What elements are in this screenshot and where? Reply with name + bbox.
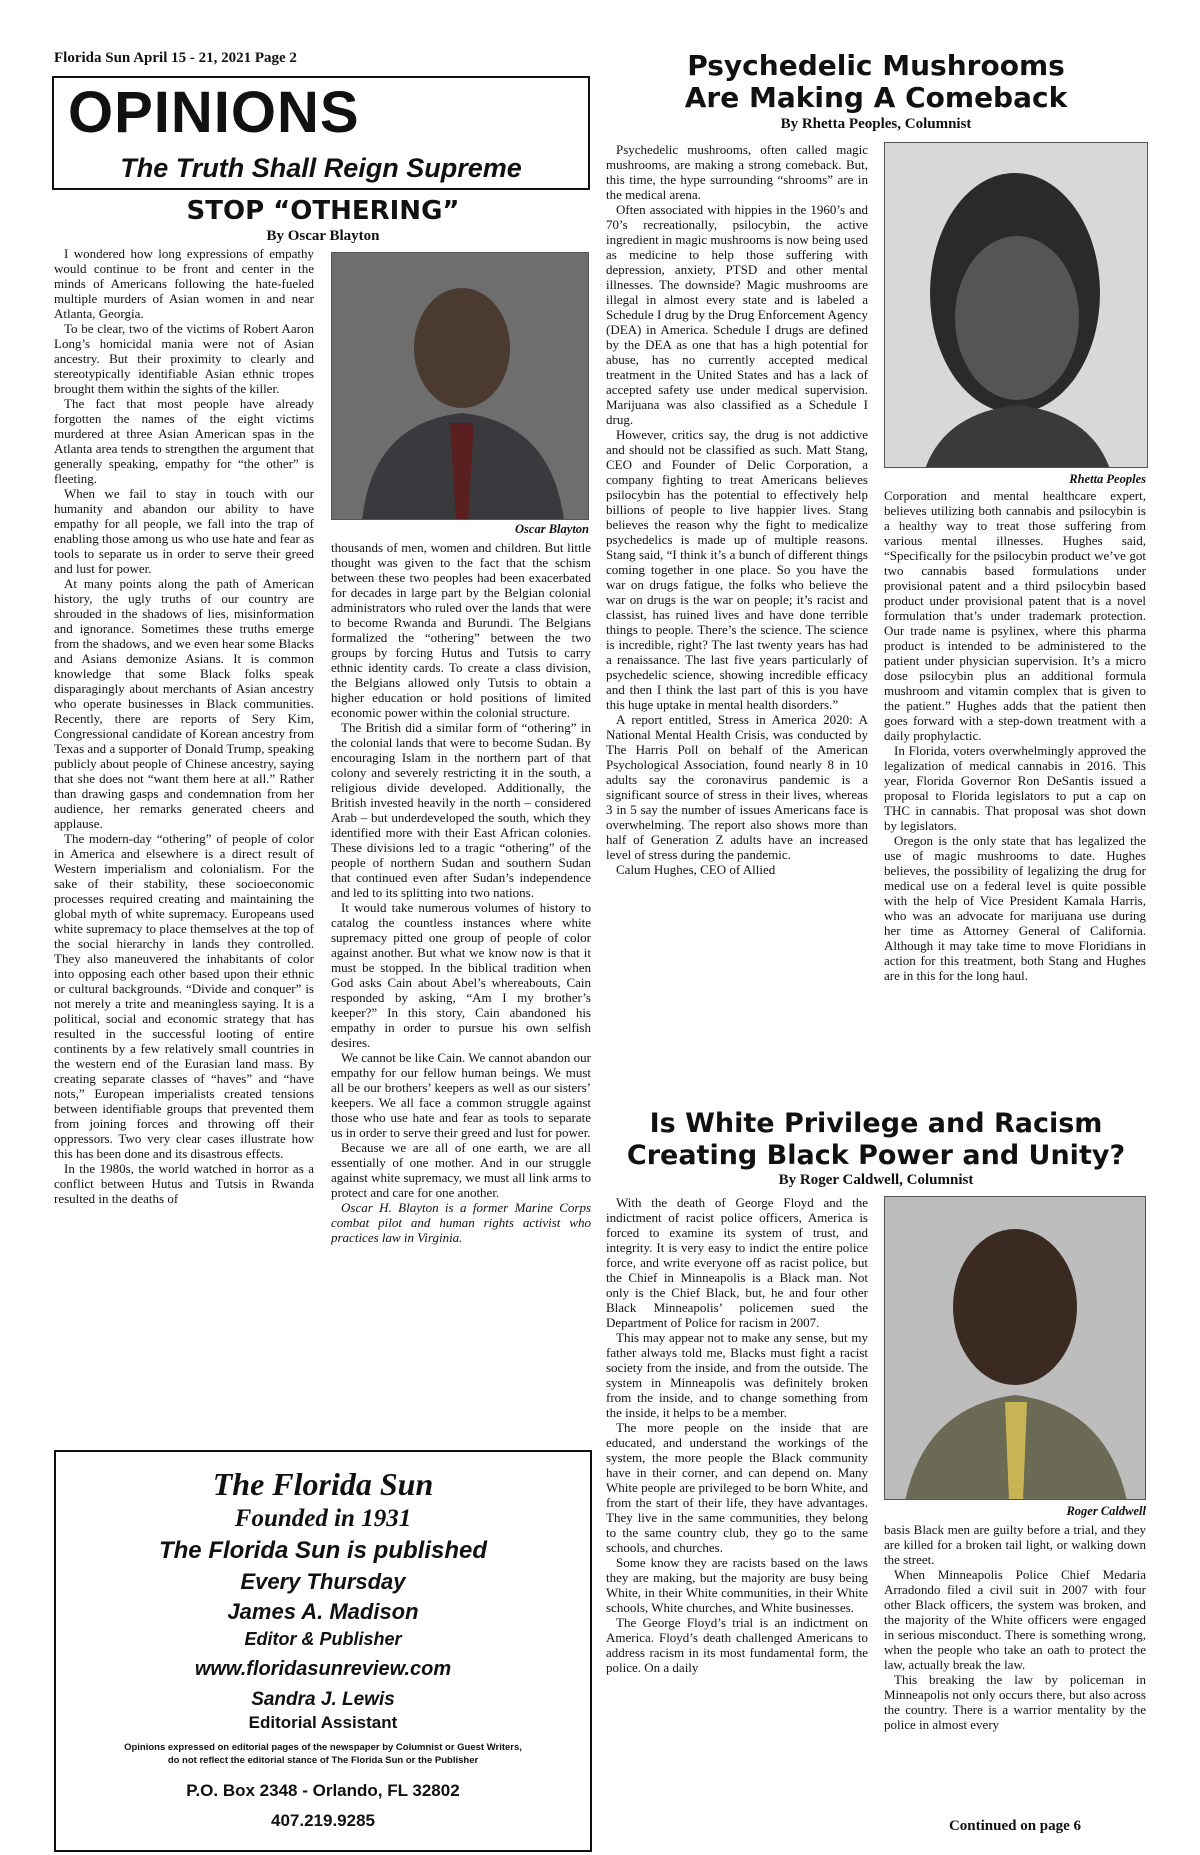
paragraph: Calum Hughes, CEO of Allied: [616, 862, 776, 877]
paragraph: The more people on the inside that are educated, and understand the workings of the system, the more people the Black community have in their corner, and can depend on. Many White people are privileged to be born White, and from the start of their life, they have advantages. They live in the same communities, they belong to the same country club, they go to the same schools, and churches.: [606, 1420, 868, 1555]
paragraph: In Florida, voters overwhelmingly approved the legalization of medical cannabis in 2016. This year, Florida Governor Ron DeSantis issued a proposal to Florida legislators to put a cap on THC in cannabis. That proposal was shot down by legislators.: [884, 743, 1146, 833]
article2-byline: By Rhetta Peoples, Columnist: [780, 116, 972, 132]
article2-headline: [606, 50, 1146, 114]
paragraph: The fact that most people have already forgotten the names of the eight victims murdered at three Asian American spas in the Atlanta area tends to strengthen the argument that generally speaking, empathy for “the other” is fleeting.: [54, 396, 314, 486]
article1-headline: STOP “OTHERING”: [186, 196, 460, 226]
paragraph: With the death of George Floyd and the indictment of racist police officers, America is forced to examine its system of trust, and integrity. It is very easy to indict the entire police force, and write everyone off as racist police, but the Chief in Minneapolis is a Black man. Not only is the Chief Black, but, he and four other Black Minneapolis’ policemen sued the Department of Police for racism in 2007.: [606, 1195, 868, 1330]
article2-column-1: [606, 142, 868, 1106]
article1-byline: By Oscar Blayton: [266, 228, 380, 244]
opinions-banner: [52, 76, 590, 190]
rhetta-peoples-caption: Rhetta Peoples: [1069, 472, 1146, 486]
paragraph: When Minneapolis Police Chief Medaria Arradondo filed a civil suit in 2007 with four other Black officers, the system was broken, and the majority of the White officers were engaged in serious misconduct. There is something wrong, when the people who take an oath to protect the law, actually break the law.: [884, 1567, 1146, 1672]
paragraph: Corporation and mental healthcare expert, believes utilizing both cannabis and psilocybin is a healthy way to treat those suffering from various mental illnesses. Hughes said, “Specifically for the psilocybin product we’ve got two cannabis based formulations under provisional patent and a third psilocybin based product under provisional patent that is a novel formulation that’s under trademark protection. Our trade name is psylinex, where this pharma product is intended to be administered to the patient under physician supervision. It’s a micro dose psilocybin plus an additional formula mushroom and vitamin complex that is given to the patient.” Hughes adds that the patient then goes forward with a step-down treatment with a daily prophylactic.: [884, 488, 1146, 743]
masthead-assistant-title: Editorial Assistant: [248, 1713, 398, 1732]
masthead-website[interactable]: www.floridasunreview.com: [194, 1658, 452, 1680]
article2-column-2: [884, 488, 1146, 1106]
paragraph: Often associated with hippies in the 1960’s and 70’s recreationally, psilocybin, the active ingredient in magic mushrooms is now being used as medicine to help those suffering with depression, anxiety, PTSD and other mental illnesses. The downside? Magic mushrooms are illegal in almost every state and is labeled a Schedule I drug by the Drug Enforcement Agency (DEA) in America. Schedule I drugs are defined by the DEA as one that has a high potential for abuse, has no currently accepted medical treatment in the United States and has a lack of accepted safety use under medical supervision. Marijuana was also classified as a Schedule I drug.: [606, 202, 868, 427]
continued-on-page-6: Continued on page 6: [948, 1818, 1082, 1834]
rhetta-peoples-photo: [884, 142, 1148, 468]
article1-column-1: [54, 246, 314, 1444]
masthead-phone: 407.219.9285: [271, 1811, 375, 1830]
masthead-box: [54, 1450, 592, 1852]
article3-column-2: [884, 1522, 1146, 1818]
paragraph: This may appear not to make any sense, but my father always told me, Blacks must fight a racist society from the inside, and from the outside. The system in Minneapolis was definitely broken from the inside, and to change something from the inside, it helps to be a member.: [606, 1330, 868, 1420]
masthead-disclaimer-line1: Opinions expressed on editorial pages of the newspaper by Columnist or Guest Writers,: [124, 1742, 522, 1753]
roger-caldwell-photo: [884, 1196, 1146, 1500]
masthead-published-line2: Every Thursday: [240, 1569, 406, 1594]
oscar-blayton-caption: Oscar Blayton: [515, 522, 589, 536]
portrait-placeholder-icon: [885, 143, 1148, 468]
paragraph: Some know they are racists based on the laws they are making, but the majority are busy being White, in their White communities, in their White schools, White churches, and White businesses.: [606, 1555, 868, 1615]
masthead-editor-title: Editor & Publisher: [244, 1629, 402, 1649]
masthead-disclaimer-line2: do not reflect the editorial stance of The Florida Sun or the Publisher: [167, 1755, 479, 1766]
paragraph: The British did a similar form of “othering” in the colonial lands that were to become Sudan. By encouraging Islam in the northern part of that colony and severely restricting it in the south, a religious divide developed. Additionally, the British invested heavily in the north – considered Arab – but underdeveloped the south, which they identified more with their East African colonies. These divisions led to a tragic “othering” of the people of northern Sudan and southern Sudan that continued even after Sudan’s independence and led to its splitting into two nations.: [331, 720, 591, 900]
paragraph: When we fail to stay in touch with our humanity and abandon our ability to have empathy for all people, we fall into the trap of enabling those among us who use hate and fear as tools to separate us in order to serve their greed and lust for power.: [54, 486, 314, 576]
article1-column-2: [331, 540, 591, 1444]
masthead-title: The Florida Sun: [212, 1466, 434, 1502]
article2-headline-line1: Psychedelic Mushrooms: [687, 49, 1065, 82]
paragraph: Psychedelic mushrooms, often called magic mushrooms, are making a strong comeback. But, this time, the hype surrounding “shrooms” are in the medical arena.: [606, 142, 868, 202]
paragraph: It would take numerous volumes of history to catalog the countless instances where white supremacy pitted one group of people of color against another. But what we know now is that it must be stopped. In the biblical tradition when God asks Cain about Abel’s whereabouts, Cain responded by asking, “Am I my brother’s keeper?” In this story, Cain abandoned his empathy in order to pursue his own selfish desires.: [331, 900, 591, 1050]
masthead-assistant-name: Sandra J. Lewis: [251, 1689, 395, 1710]
opinions-tagline: The Truth Shall Reign Supreme: [120, 153, 522, 183]
masthead-founded: Founded in 1931: [234, 1505, 412, 1532]
oscar-blayton-photo: [331, 252, 589, 520]
masthead-editor-name: James A. Madison: [227, 1599, 419, 1624]
roger-caldwell-caption: Roger Caldwell: [1066, 1504, 1146, 1518]
paragraph: The modern-day “othering” of people of color in America and elsewhere is a direct result of Western imperialism and colonialism. For the sake of their stability, these socioeconomic processes required creating and maintaining the global myth of white supremacy. Europeans used white supremacy to place themselves at the top of the social hierarchy in lands they controlled. They also maneuvered the inhabitants of color into opposing each other based upon their ethnic or cultural backgrounds. “Divide and conquer” is not merely a trite and meaningless saying. It is a political, social and economic strategy that has resulted in the successful looting of entire continents by a few relatively small countries in the western end of the Eurasian land mass. By creating separate classes of “haves” and “have nots,” European imperialists created tensions between identifiable groups that prevented them from joining forces and throwing off their oppressors. Two very clear cases illustrate how this has been done and its disastrous effects.: [54, 831, 314, 1161]
paragraph: A report entitled, Stress in America 2020: A National Mental Health Crisis, was conducted by The Harris Poll on behalf of the American Psychological Association, found nearly 8 in 10 adults say the coronavirus pandemic is a significant source of stress in their lives, whereas 3 in 5 say the number of issues Americans face is overwhelming. The report also shows more than half of Generation Z adults have an increased level of stress during the pandemic.: [606, 712, 868, 862]
portrait-placeholder-icon: [885, 1197, 1146, 1500]
portrait-placeholder-icon: [332, 253, 589, 520]
paragraph: We cannot be like Cain. We cannot abandon our empathy for our fellow human beings. We must all be our brothers’ keepers as well as our sisters’ keepers. We all face a common struggle against those who use hate and fear as tools to separate us in order to serve their greed and lust for power.: [331, 1050, 591, 1140]
article3-headline-line2: Creating Black Power and Unity?: [626, 1140, 1126, 1171]
page-folio: Florida Sun April 15 - 21, 2021 Page 2: [54, 50, 297, 66]
article3-headline: [606, 1108, 1146, 1172]
paragraph: thousands of men, women and children. But little thought was given to the fact that the schism between these two peoples had been exacerbated for decades in large part by the Belgian colonial administrators who ruled over the lands that were to become Rwanda and Burundi. The Belgians formalized the “othering” between the two groups by forcing Hutus and Tutsis to carry ethnic identity cards. To create a class division, the Belgians allowed only Tutsis to obtain a higher education or hold positions of limited economic power within the colonial structure.: [331, 540, 591, 720]
author-bio: Oscar H. Blayton is a former Marine Corps combat pilot and human rights activist who practices law in Virginia.: [331, 1200, 591, 1245]
paragraph: This breaking the law by policeman in Minneapolis not only occurs there, but also across the country. There is a warrior mentality by the police in almost every: [884, 1672, 1146, 1732]
paragraph: Oregon is the only state that has legalized the use of magic mushrooms to date. Hughes believes, the possibility of legalizing the drug for medical use on a federal level is quite possible with the help of Vice President Kamala Harris, who was an advocate for marijuana use during her time as Attorney General of California. Although it may take time to move Floridians in action for this treatment, both Stang and Hughes are in this for the long haul.: [884, 833, 1146, 983]
paragraph: However, critics say, the drug is not addictive and should not be classified as such. Matt Stang, CEO and Founder of Delic Corporation, a company fighting to treat Americans believes psilocybin has the potential to effectively help billions of people to live happier lives. Stang believes the reason why the fight to medicalize psychedelics is made up of multiple reasons. Stang said, “I think it’s a bunch of different things coming together in one place. So you have the war on drugs fatigue, the folks who believe the war on drugs is the war on people; it’s racist and classist, has ruined lives and have done terrible things to people. There’s the science. The science is incredible, right? The last twenty years has had a renaissance. The last five years particularly of psychedelic science, showing incredible efficacy and then I think the last part of this is you have this huge uptake in mental health disorders.”: [606, 427, 868, 712]
article2-headline-line2: Are Making A Comeback: [684, 81, 1068, 114]
masthead-published-line1: The Florida Sun is published: [158, 1537, 488, 1564]
opinions-title: OPINIONS: [68, 80, 360, 145]
paragraph: At many points along the path of American history, the ugly truths of our country are shrouded in the shadows of lies, misinformation and ignorance. Sometimes these truths emerge from the shadows, and we even hear some Blacks and Asians demonize Asians. It is common knowledge that some Black folks speak disparagingly about merchants of Asian ancestry who operate businesses in Black communities. Recently, there are reports of Sery Kim, Congressional candidate of Korean ancestry from Texas and a supporter of Donald Trump, speaking publicly about people of Chinese ancestry, saying that she does not “want them here at all.” Rather than drawing gasps and condemnation from her audience, her remarks generated cheers and applause.: [54, 576, 314, 831]
paragraph: In the 1980s, the world watched in horror as a conflict between Hutus and Tutsis in Rwanda resulted in the deaths of: [54, 1161, 314, 1206]
paragraph: To be clear, two of the victims of Robert Aaron Long’s homicidal mania were not of Asian ancestry. But their proximity to clearly and stereotypically identifiable Asian ethnic tropes brought them within the sights of the killer.: [54, 321, 314, 396]
article3-column-1: [606, 1195, 868, 1845]
paragraph: basis Black men are guilty before a trial, and they are killed for a broken tail light, or walking down the street.: [884, 1522, 1146, 1567]
paragraph: I wondered how long expressions of empathy would continue to be front and center in the minds of Americans following the hate-fueled multiple murders of Asian women in and near Atlanta, Georgia.: [54, 246, 314, 321]
article3-byline: By Roger Caldwell, Columnist: [778, 1172, 974, 1188]
masthead-address: P.O. Box 2348 - Orlando, FL 32802: [186, 1781, 460, 1800]
paragraph: The George Floyd’s trial is an indictment on America. Floyd’s death challenged Americans to address racism in its most fundamental form, the police. On a daily: [606, 1615, 868, 1675]
article3-headline-line1: Is White Privilege and Racism: [649, 1108, 1103, 1139]
paragraph: Because we are all of one earth, we are all essentially of one mother. And in our struggle against white supremacy, we must all link arms to protect and care for one another.: [331, 1140, 591, 1200]
